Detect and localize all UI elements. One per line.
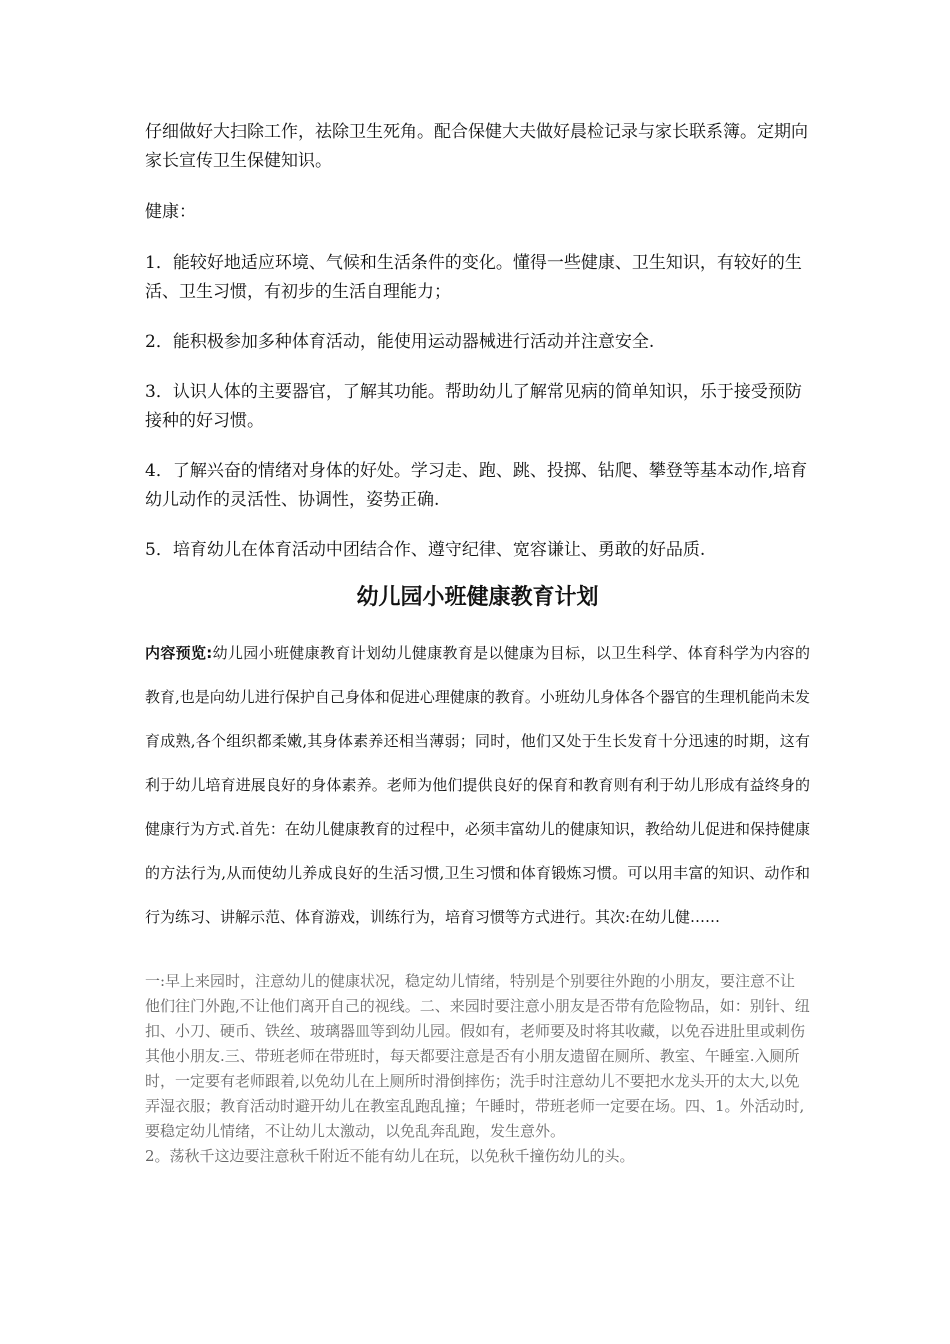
intro-paragraph: 仔细做好大扫除工作，祛除卫生死角。配合保健大夫做好晨检记录与家长联系簿。定期向家长宣传卫生保健知识。 (145, 122, 808, 171)
health-item-2: 2．能积极参加多种体育活动，能使用运动器械进行活动并注意安全. (145, 332, 655, 352)
health-item-1: 1．能较好地适应环境、气候和生活条件的变化。懂得一些健康、卫生知识，有较好的生活、卫生习惯，有初步的生活自理能力； (145, 253, 802, 302)
health-item-3: 3．认识人体的主要器官，了解其功能。帮助幼儿了解常见病的简单知识，乐于接受预防接种的好习惯。 (145, 382, 802, 431)
health-heading: 健康： (145, 202, 196, 222)
notes-paragraph-2: 2。荡秋千这边要注意秋千附近不能有幼儿在玩，以免秋千撞伤幼儿的头。 (145, 1147, 635, 1165)
preview-text: 幼儿园小班健康教育计划幼儿健康教育是以健康为目标，以卫生科学、体育科学为内容的教育,也是向幼儿进行保护自己身体和促进心理健康的教育。小班幼儿身体各个器官的生理机能尚未发育成熟,各个组织都柔嫩,其身体素养还相当薄弱；同时，他们又处于生长发育十分迅速的时期，这有利于幼儿培育进展良好的身体素养。老师为他们提供良好的保育和教育则有利于幼儿形成有益终身的健康行为方式.首先：在幼儿健康教育的过程中，必须丰富幼儿的健康知识，教给幼儿促进和保持健康的方法行为,从而使幼儿养成良好的生活习惯,卫生习惯和体育锻炼习惯。可以用丰富的知识、动作和行为练习、讲解示范、体育游戏，训练行为，培育习惯等方式进行。其次:在幼儿健…… (145, 644, 811, 926)
health-item-5: 5．培育幼儿在体育活动中团结合作、遵守纪律、宽容谦让、勇敢的好品质. (145, 540, 706, 560)
notes-paragraph-1: 一:早上来园时，注意幼儿的健康状况，稳定幼儿情绪，特别是个别要往外跑的小朋友，要注意不让他们往门外跑,不让他们离开自己的视线。二、来园时要注意小朋友是否带有危险物品，如：别针、纽扣、小刀、硬币、铁丝、玻璃器皿等到幼儿园。假如有，老师要及时将其收藏，以免吞进肚里或刺伤其他小朋友.三、带班老师在带班时，每天都要注意是否有小朋友遗留在厕所、教室、午睡室.入厕所时，一定要有老师跟着,以免幼儿在上厕所时滑倒摔伤；洗手时注意幼儿不要把水龙头开的太大,以免弄湿衣服；教育活动时避开幼儿在教室乱跑乱撞；午睡时，带班老师一定要在场。四、1。外活动时,要稳定幼儿情绪，不让幼儿太激动，以免乱奔乱跑，发生意外。 (145, 972, 810, 1140)
safety-notes (145, 969, 810, 1169)
health-item-4: 4．了解兴奋的情绪对身体的好处。学习走、跑、跳、投掷、钻爬、攀登等基本动作,培育幼儿动作的灵活性、协调性，姿势正确. (145, 461, 808, 510)
preview-label: 内容预览: (145, 644, 213, 662)
document-page (145, 118, 810, 1169)
article-title: 幼儿园小班健康教育计划 (356, 585, 599, 610)
content-preview (145, 631, 810, 939)
